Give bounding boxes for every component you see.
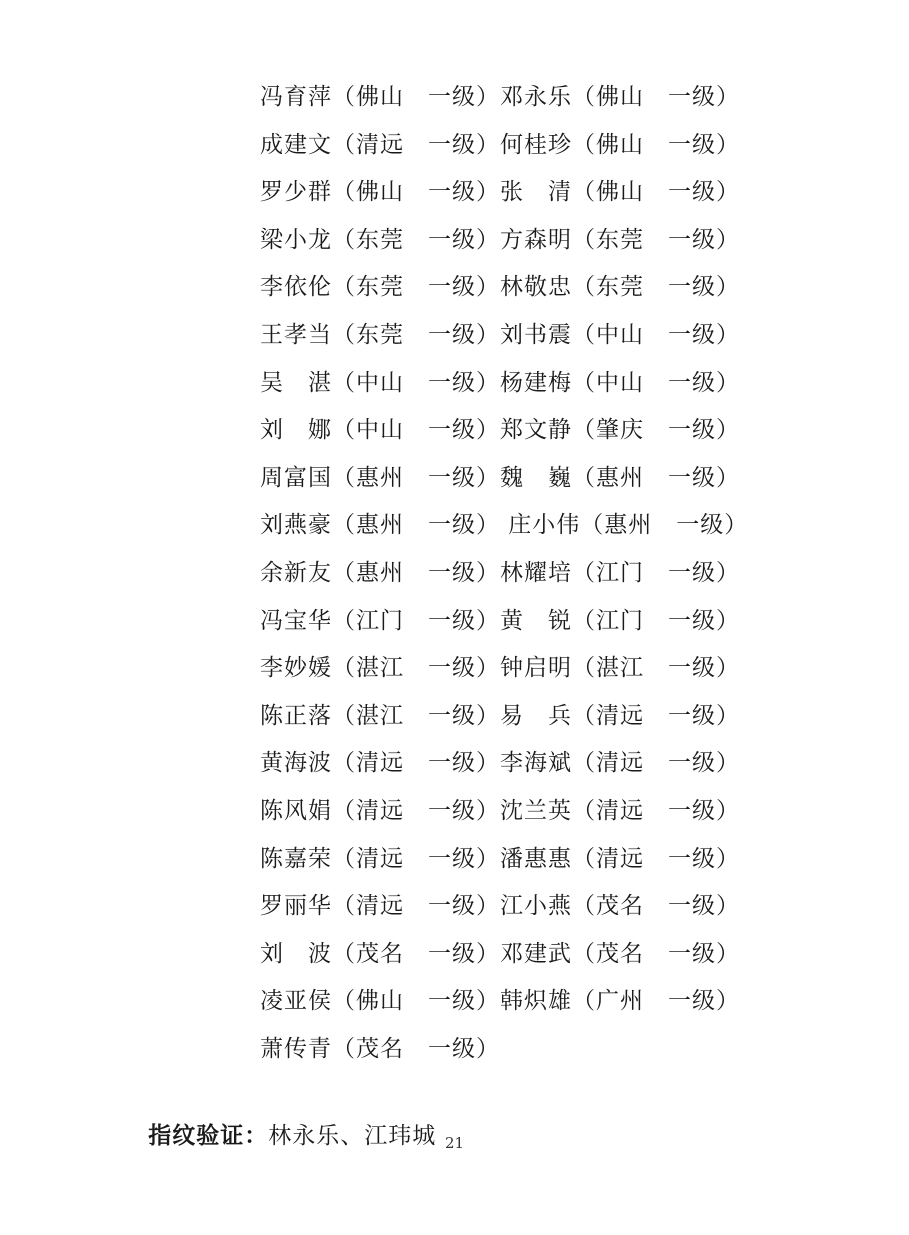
name-entry-right: 易 兵（清远 一级） [500,702,740,729]
name-entry-right: 张 清（佛山 一级） [500,179,740,206]
name-list-row [260,981,820,1029]
fingerprint-verification-label: 指纹验证： [148,1123,269,1149]
name-list-row [260,315,820,363]
name-entry-right: 魏 巍（惠州 一级） [500,464,740,491]
name-entry-right: 林敬忠（东莞 一级） [500,274,740,301]
name-entry-left: 陈风娟（清远 一级） [260,797,500,824]
name-entry-left: 陈正落（湛江 一级） [260,702,500,729]
name-list-row [260,696,820,744]
name-list-row [260,410,820,458]
name-list-row [260,934,820,982]
name-entry-right: 林耀培（江门 一级） [500,559,740,586]
name-list-row [260,220,820,268]
name-list-row [260,267,820,315]
name-entry-left: 冯育萍（佛山 一级） [260,84,500,110]
name-list-row [260,172,820,220]
name-entry-left: 李依伦（东莞 一级） [260,274,500,301]
name-list-row [260,77,820,125]
name-entry-left: 罗少群（佛山 一级） [260,179,500,206]
name-entry-left: 刘燕豪（惠州 一级） [260,512,500,539]
name-entry-right: 庄小伟（惠州 一级） [500,512,749,539]
name-entry-left: 成建文（清远 一级） [260,131,500,158]
name-entry-left: 凌亚侯（佛山 一级） [260,988,500,1015]
name-entry-right: 郑文静（肇庆 一级） [500,417,740,444]
name-entry-right: 沈兰英（清远 一级） [500,797,740,824]
name-entry-right: 刘书震（中山 一级） [500,321,740,348]
name-entry-left: 萧传青（茂名 一级） [260,1035,500,1062]
name-entry-left: 王孝当（东莞 一级） [260,321,500,348]
name-list-row [260,743,820,791]
name-entry-right: 江小燕（茂名 一级） [500,893,740,920]
name-entry-left: 刘 波（茂名 一级） [260,940,500,967]
name-list-row [260,125,820,173]
name-entry-right: 邓永乐（佛山 一级） [500,84,740,110]
name-list-row [260,458,820,506]
name-entry-left: 吴 湛（中山 一级） [260,369,500,396]
name-list-row [260,886,820,934]
page-number: 21 [444,1134,465,1152]
name-entry-left: 陈嘉荣（清远 一级） [260,845,500,872]
name-entry-right: 李海斌（清远 一级） [500,750,740,777]
name-entry-left: 余新友（惠州 一级） [260,559,500,586]
name-entry-right: 韩炽雄（广州 一级） [500,988,740,1015]
name-list-row [260,363,820,411]
name-entry-left: 梁小龙（东莞 一级） [260,226,500,253]
name-entry-right: 钟启明（湛江 一级） [500,655,740,682]
name-entry-left: 罗丽华（清远 一级） [260,893,500,920]
name-entry-right: 何桂珍（佛山 一级） [500,131,740,158]
name-list-row [260,791,820,839]
fingerprint-verification-names: 林永乐、江玮城 [268,1123,437,1149]
name-list [260,77,820,1076]
name-list-row [260,505,820,553]
name-entry-right: 邓建武（茂名 一级） [500,940,740,967]
name-entry-left: 周富国（惠州 一级） [260,464,500,491]
name-entry-left: 冯宝华（江门 一级） [260,607,500,634]
name-entry-right: 方森明（东莞 一级） [500,226,740,253]
name-list-row [260,1029,820,1077]
name-entry-right: 潘惠惠（清远 一级） [500,845,740,872]
name-list-row [260,553,820,601]
name-entry-right: 黄 锐（江门 一级） [500,607,740,634]
name-entry-left: 李妙媛（湛江 一级） [260,655,500,682]
name-entry-right: 杨建梅（中山 一级） [500,369,740,396]
name-list-row [260,648,820,696]
name-entry-left: 刘 娜（中山 一级） [260,417,500,444]
name-list-row [260,839,820,887]
name-entry-left: 黄海波（清远 一级） [260,750,500,777]
name-list-row [260,601,820,649]
